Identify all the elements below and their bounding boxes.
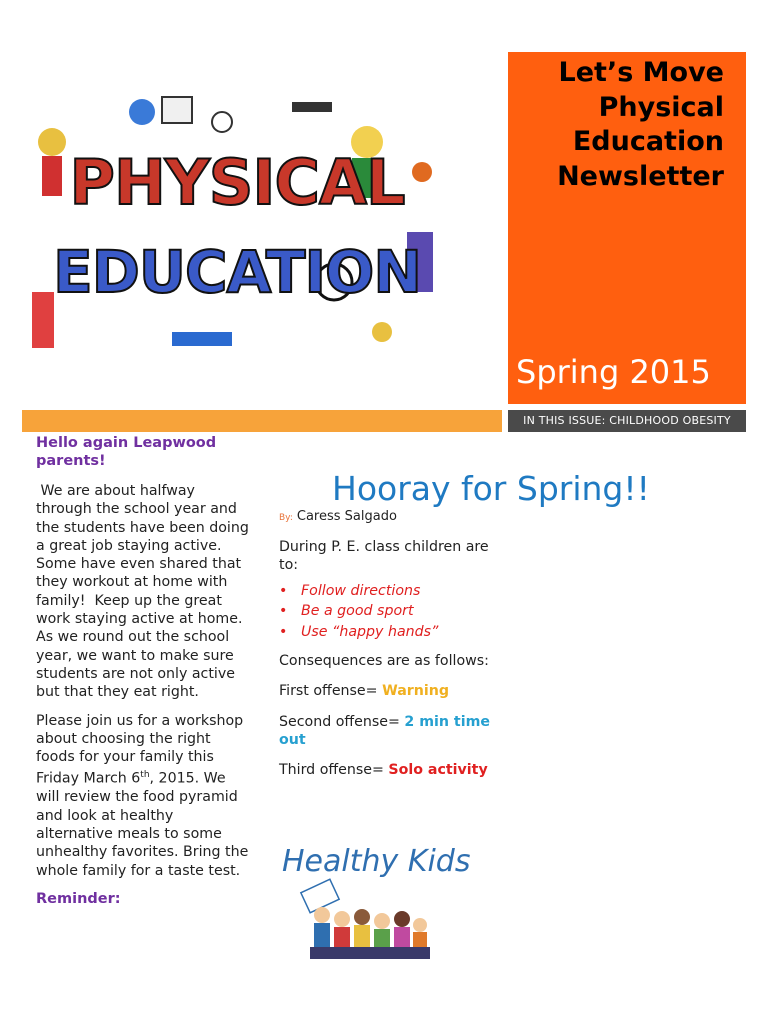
offense-label: First offense= xyxy=(279,683,383,700)
workshop-text-a: Please join us for a workshop about choosing the right foods for your family this Friday March 6 xyxy=(36,712,244,788)
list-item xyxy=(279,581,494,602)
masthead-title-box xyxy=(508,52,746,404)
clipart-word-education: EDUCATION xyxy=(53,238,421,306)
rules-list xyxy=(279,581,494,643)
accent-bar xyxy=(22,410,502,432)
offense-value: Warning xyxy=(382,683,449,700)
offense-value: Solo activity xyxy=(388,762,488,779)
figure-decorations xyxy=(32,97,433,348)
workshop-paragraph xyxy=(36,712,250,880)
kids-group-illustration xyxy=(301,879,430,959)
list-item xyxy=(279,601,494,622)
offense-third xyxy=(279,761,494,779)
article-headline: Hooray for Spring!! xyxy=(332,469,650,508)
healthy-kids-logo xyxy=(280,833,480,973)
rule-text: Follow directions xyxy=(301,582,421,599)
rule-text: Be a good sport xyxy=(301,603,414,620)
article-body xyxy=(279,538,494,792)
rule-text: Use “happy hands” xyxy=(301,623,439,640)
bullet-icon: • xyxy=(279,603,288,620)
healthy-kids-title: Healthy Kids xyxy=(282,844,471,879)
offense-first xyxy=(279,682,494,700)
offense-label: Second offense= xyxy=(279,713,405,730)
newsletter-season: Spring 2015 xyxy=(516,353,711,391)
left-column xyxy=(36,434,254,908)
clipart-word-physical: PHYSICAL xyxy=(69,146,405,219)
byline xyxy=(279,509,397,524)
bullet-icon: • xyxy=(279,582,288,599)
bullet-icon: • xyxy=(279,623,288,640)
workshop-ordinal: th xyxy=(140,770,150,781)
intro-paragraph: We are about halfway through the school year and the students have been doing a great job staying active. Some have even shared that they workout at home with family! Keep up the great work staying active at home. As we round out the school year, we want to make sure students are not only active but that they eat right. xyxy=(36,483,254,701)
physical-education-clipart xyxy=(22,82,452,372)
offense-label: Third offense= xyxy=(279,762,389,779)
byline-label: By: xyxy=(279,513,293,523)
consequences-intro: Consequences are as follows: xyxy=(279,653,489,670)
newsletter-title: Let’s Move Physical Education Newsletter xyxy=(557,57,724,192)
issue-banner: IN THIS ISSUE: CHILDHOOD OBESITY xyxy=(508,410,746,432)
reminder-heading: Reminder: xyxy=(36,890,121,907)
offense-second xyxy=(279,713,494,750)
greeting-heading: Hello again Leapwood parents! xyxy=(36,435,217,469)
author-name: Caress Salgado xyxy=(296,509,397,524)
list-item xyxy=(279,622,494,643)
workshop-text-b: , 2015. We will review the food pyramid and look at healthy alternative meals to some unhealthy favorites. Bring the whole family for a taste test. xyxy=(36,771,249,879)
offense-value: 2 min time out xyxy=(279,713,490,748)
rules-intro: During P. E. class children are to: xyxy=(279,539,489,574)
